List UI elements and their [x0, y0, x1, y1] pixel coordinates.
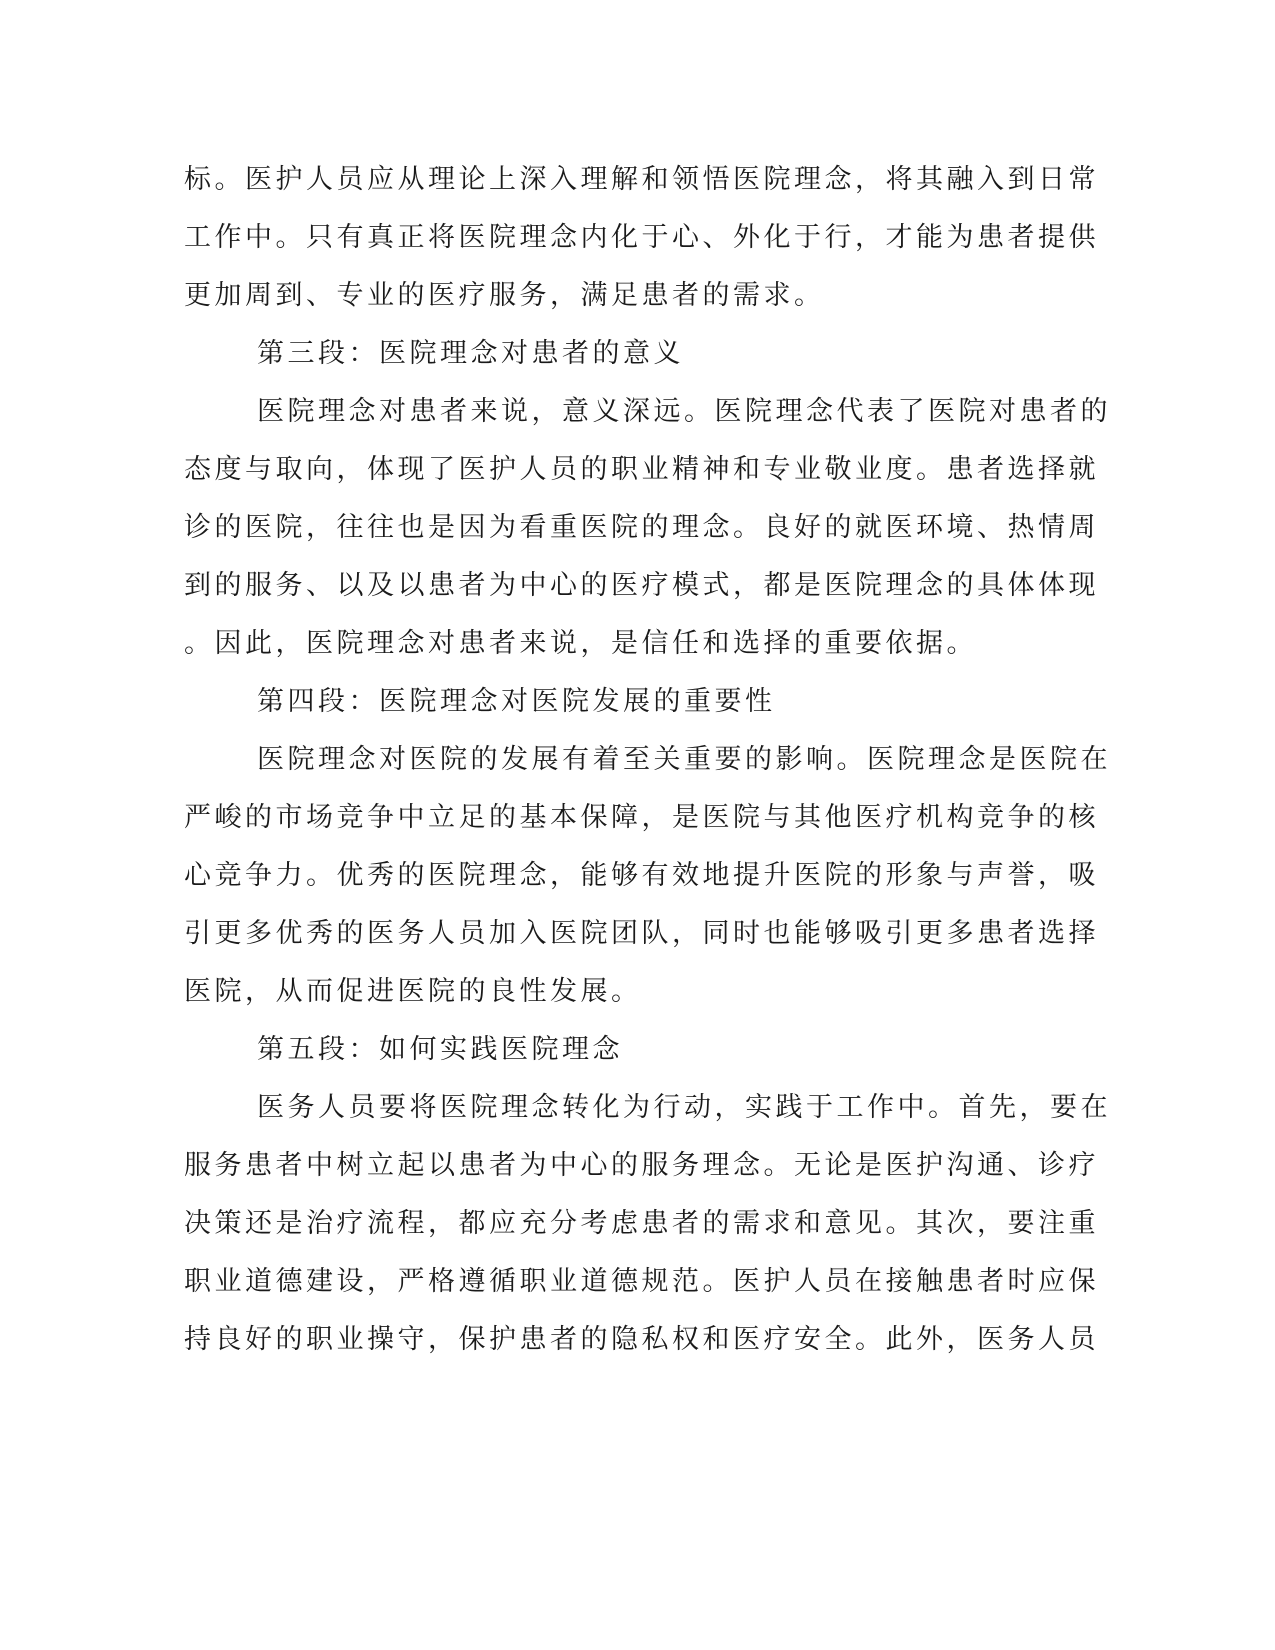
text-line: 严峻的市场竞争中立足的基本保障，是医院与其他医疗机构竞争的核	[184, 802, 1099, 833]
text-line: 医务人员要将医院理念转化为行动，实践于工作中。首先，要在	[257, 1092, 1111, 1123]
text-line: 医院，从而促进医院的良性发展。	[184, 976, 642, 1007]
section-heading: 第四段：医院理念对医院发展的重要性	[257, 686, 776, 717]
text-line: 职业道德建设，严格遵循职业道德规范。医护人员在接触患者时应保	[184, 1266, 1099, 1297]
text-line: 服务患者中树立起以患者为中心的服务理念。无论是医护沟通、诊疗	[184, 1150, 1099, 1181]
text-line: 工作中。只有真正将医院理念内化于心、外化于行，才能为患者提供	[184, 222, 1099, 253]
text-line: 引更多优秀的医务人员加入医院团队，同时也能够吸引更多患者选择	[184, 918, 1099, 949]
text-line: 到的服务、以及以患者为中心的医疗模式，都是医院理念的具体体现	[184, 570, 1099, 601]
text-line: 心竞争力。优秀的医院理念，能够有效地提升医院的形象与声誉，吸	[184, 860, 1099, 891]
text-line: 标。医护人员应从理论上深入理解和领悟医院理念，将其融入到日常	[184, 164, 1099, 195]
text-line: 更加周到、专业的医疗服务，满足患者的需求。	[184, 280, 825, 311]
text-line: 医院理念对医院的发展有着至关重要的影响。医院理念是医院在	[257, 744, 1111, 775]
section-heading: 第三段：医院理念对患者的意义	[257, 338, 684, 369]
text-line: 决策还是治疗流程，都应充分考虑患者的需求和意见。其次，要注重	[184, 1208, 1099, 1239]
text-line: 持良好的职业操守，保护患者的隐私权和医疗安全。此外，医务人员	[184, 1324, 1099, 1355]
text-line: 医院理念对患者来说，意义深远。医院理念代表了医院对患者的	[257, 396, 1111, 427]
section-heading: 第五段：如何实践医院理念	[257, 1034, 623, 1065]
text-line: 诊的医院，往往也是因为看重医院的理念。良好的就医环境、热情周	[184, 512, 1099, 543]
text-line: 态度与取向，体现了医护人员的职业精神和专业敬业度。患者选择就	[184, 454, 1099, 485]
text-line: 。因此，医院理念对患者来说，是信任和选择的重要依据。	[184, 628, 977, 659]
